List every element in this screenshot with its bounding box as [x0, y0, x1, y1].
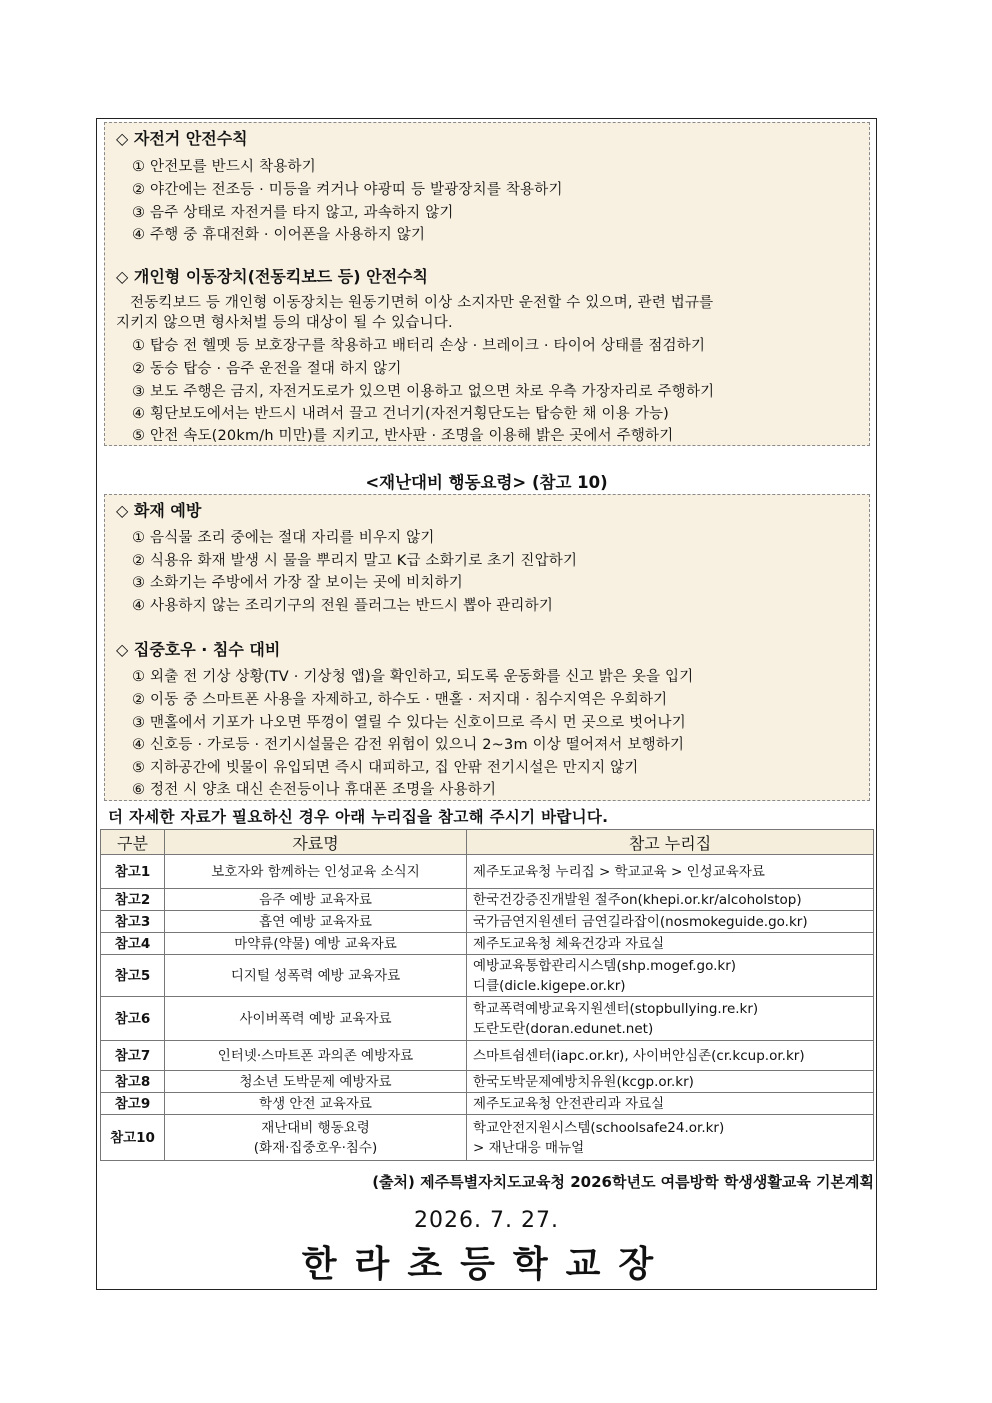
- pm-rule-5: ⑤ 안전 속도(20km/h 미만)를 지키고, 반사판 · 조명을 이용해 밝은 곳에서 주행하기: [132, 428, 674, 444]
- bike-rule-3: ③ 음주 상태로 자전거를 타지 않고, 과속하지 않기: [132, 205, 454, 221]
- row-id: 참고5: [101, 955, 165, 997]
- row-id: 참고8: [101, 1071, 165, 1093]
- row-website-line-1: 학교안전지원시스템(schoolsafe24.or.kr): [473, 1119, 725, 1136]
- table-row: [101, 911, 874, 933]
- row-material: 인터넷·스마트폰 과의존 예방자료: [165, 1041, 467, 1071]
- row-id: 참고1: [101, 855, 165, 889]
- header-category: 구분: [101, 830, 165, 855]
- row-website: 제주도교육청 안전관리과 자료실: [467, 1093, 874, 1115]
- row-id: 참고3: [101, 911, 165, 933]
- row-material: 마약류(약물) 예방 교육자료: [165, 933, 467, 955]
- row-material: 음주 예방 교육자료: [165, 889, 467, 911]
- row-material: 청소년 도박문제 예방자료: [165, 1071, 467, 1093]
- row-website: [467, 1115, 874, 1161]
- row-website: 한국도박문제예방치유원(kcgp.or.kr): [467, 1071, 874, 1093]
- bike-rules-title: ◇ 자전거 안전수칙: [116, 129, 248, 148]
- fire-rule-2: ② 식용유 화재 발생 시 물을 뿌리지 말고 K급 소화기로 초기 진압하기: [132, 553, 578, 569]
- fire-rule-4: ④ 사용하지 않는 조리기구의 전원 플러그는 반드시 뽑아 관리하기: [132, 598, 554, 614]
- row-website: 제주도교육청 체육건강과 자료실: [467, 933, 874, 955]
- bike-rule-4: ④ 주행 중 휴대전화 · 이어폰을 사용하지 않기: [132, 227, 426, 243]
- row-material: 디지털 성폭력 예방 교육자료: [165, 955, 467, 997]
- pm-rules-title: ◇ 개인형 이동장치(전동킥보드 등) 안전수칙: [116, 267, 428, 286]
- flood-rule-5: ⑤ 지하공간에 빗물이 유입되면 즉시 대피하고, 집 안팎 전기시설은 만지지 않기: [132, 760, 639, 776]
- table-row: [101, 1071, 874, 1093]
- flood-title: ◇ 집중호우 · 침수 대비: [116, 640, 281, 659]
- row-website-line-1: 예방교육통합관리시스템(shp.mogef.go.kr): [473, 957, 737, 974]
- row-website: [467, 997, 874, 1041]
- pm-intro-line-1: 전동킥보드 등 개인형 이동장치는 원동기면허 이상 소지자만 운전할 수 있으며, 관련 법규를: [130, 295, 714, 311]
- flood-rule-4: ④ 신호등 · 가로등 · 전기시설물은 감전 위험이 있으니 2~3m 이상 떨어져서 보행하기: [132, 737, 685, 753]
- row-id: 참고10: [101, 1115, 165, 1161]
- pm-rule-4: ④ 횡단보도에서는 반드시 내려서 끌고 건너기(자전거횡단도는 탑승한 채 이용 가능): [132, 406, 670, 422]
- row-website-line-2: > 재난대응 매뉴얼: [473, 1139, 585, 1156]
- fire-rule-1: ① 음식물 조리 중에는 절대 자리를 비우지 않기: [132, 530, 435, 546]
- row-website: 한국건강증진개발원 절주on(khepi.or.kr/alcoholstop): [467, 889, 874, 911]
- row-id: 참고9: [101, 1093, 165, 1115]
- row-material: 보호자와 함께하는 인성교육 소식지: [165, 855, 467, 889]
- row-material: 학생 안전 교육자료: [165, 1093, 467, 1115]
- fire-rule-3: ③ 소화기는 주방에서 가장 잘 보이는 곳에 비치하기: [132, 575, 464, 591]
- row-material: 흡연 예방 교육자료: [165, 911, 467, 933]
- row-website: 국가금연지원센터 금연길라잡이(nosmokeguide.go.kr): [467, 911, 874, 933]
- row-website-line-1: 학교폭력예방교육지원센터(stopbullying.re.kr): [473, 1000, 759, 1017]
- row-website: 스마트쉼센터(iapc.or.kr), 사이버안심존(cr.kcup.or.kr): [467, 1041, 874, 1071]
- source-citation: (출처) 제주특별자치도교육청 2026학년도 여름방학 학생생활교육 기본계획: [372, 1173, 874, 1191]
- pm-rule-1: ① 탑승 전 헬멧 등 보호장구를 착용하고 배터리 손상 · 브레이크 · 타이어 상태를 점검하기: [132, 338, 706, 354]
- table-row: [101, 933, 874, 955]
- row-material-line-1: 재난대비 행동요령: [261, 1119, 370, 1136]
- pm-intro-line-2: 지키지 않으면 형사처벌 등의 대상이 될 수 있습니다.: [116, 315, 453, 331]
- table-row: [101, 1093, 874, 1115]
- bike-rule-1: ① 안전모를 반드시 착용하기: [132, 159, 316, 175]
- reference-note: 더 자세한 자료가 필요하신 경우 아래 누리집을 참고해 주시기 바랍니다.: [108, 808, 609, 826]
- flood-rule-2: ② 이동 중 스마트폰 사용을 자제하고, 하수도 · 맨홀 · 저지대 · 침수지역은 우회하기: [132, 692, 668, 708]
- reference-table: [100, 829, 874, 1161]
- header-material: 자료명: [165, 830, 467, 855]
- document-date: 2026. 7. 27.: [414, 1208, 559, 1233]
- row-id: 참고7: [101, 1041, 165, 1071]
- table-row: [101, 1041, 874, 1071]
- row-website-line-2: 디클(dicle.kigepe.or.kr): [473, 977, 626, 994]
- table-row: [101, 855, 874, 889]
- flood-rule-3: ③ 맨홀에서 기포가 나오면 뚜껑이 열릴 수 있다는 신호이므로 즉시 먼 곳으로 벗어나기: [132, 715, 686, 731]
- row-id: 참고6: [101, 997, 165, 1041]
- row-material-line-2: (화재·집중호우·침수): [253, 1139, 378, 1156]
- table-row: [101, 889, 874, 911]
- row-material: [165, 1115, 467, 1161]
- flood-rule-6: ⑥ 정전 시 양초 대신 손전등이나 휴대폰 조명을 사용하기: [132, 782, 497, 798]
- table-row: [101, 955, 874, 997]
- principal-signature: 한라초등학교장: [301, 1244, 672, 1285]
- table-header-row: [101, 830, 874, 855]
- row-material: 사이버폭력 예방 교육자료: [165, 997, 467, 1041]
- table-row: [101, 997, 874, 1041]
- bike-rule-2: ② 야간에는 전조등 · 미등을 켜거나 야광띠 등 발광장치를 착용하기: [132, 182, 563, 198]
- table-row: [101, 1115, 874, 1161]
- header-website: 참고 누리집: [467, 830, 874, 855]
- fire-title: ◇ 화재 예방: [116, 501, 202, 520]
- flood-rule-1: ① 외출 전 기상 상황(TV · 기상청 앱)을 확인하고, 되도록 운동화를 신고 밝은 옷을 입기: [132, 669, 694, 685]
- pm-rule-3: ③ 보도 주행은 금지, 자전거도로가 있으면 이용하고 없으면 차로 우측 가장자리로 주행하기: [132, 384, 715, 400]
- pm-rule-2: ② 동승 탑승 · 음주 운전을 절대 하지 않기: [132, 361, 402, 377]
- row-website: 제주도교육청 누리집 > 학교교육 > 인성교육자료: [467, 855, 874, 889]
- row-id: 참고4: [101, 933, 165, 955]
- row-website-line-2: 도란도란(doran.edunet.net): [473, 1020, 654, 1037]
- disaster-section-title: <재난대비 행동요령> (참고 10): [365, 473, 608, 492]
- row-website: [467, 955, 874, 997]
- row-id: 참고2: [101, 889, 165, 911]
